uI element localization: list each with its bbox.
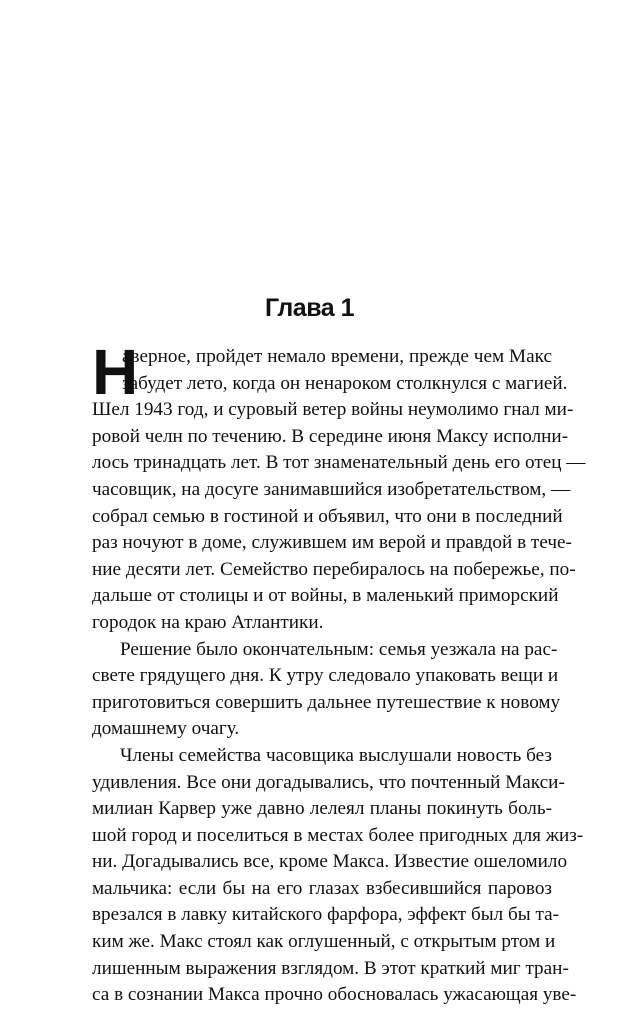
text-line: ние десяти лет. Семейство перебиралось на побережье, по- xyxy=(92,558,576,580)
text-line: ровой челн по течению. В середине июня Максу исполни- xyxy=(92,425,569,447)
text-line: шой город и поселиться в местах более пригодных для жиз- xyxy=(92,824,584,846)
text-line: аверное, пройдет немало времени, прежде чем Макс xyxy=(122,346,552,367)
text-line: лось тринадцать лет. В тот знаменательный день его отец — xyxy=(92,452,586,474)
text-line: Члены семейства часовщика выслушали новость без xyxy=(120,744,552,766)
text-line: Решение было окончательным: семья уезжала на рас- xyxy=(120,638,558,660)
text-line: Шел 1943 год, и суровый ветер войны неумолимо гнал ми- xyxy=(92,399,574,421)
text-line: свете грядущего дня. К утру следовало упаковать вещи и xyxy=(92,665,559,687)
text-line: са в сознании Макса прочно обосновалась ужасающая уве- xyxy=(92,984,577,1006)
text-line: ким же. Макс стоял как оглушенный, с открытым ртом и xyxy=(92,931,556,953)
text-line: городок на краю Атлантики. xyxy=(92,611,324,633)
text-line: приготовиться совершить дальнее путешествие к новому xyxy=(92,691,561,713)
drop-cap: Н xyxy=(92,336,139,408)
text-line: собрал семью в гостиной и объявил, что они в последний xyxy=(92,505,563,527)
text-line: мальчика: если бы на его глазах взбесившийся паровоз xyxy=(92,877,552,899)
text-line: домашнему очагу. xyxy=(92,718,240,740)
text-line: лишенным выражения взглядом. В этот краткий миг тран- xyxy=(92,957,569,979)
chapter-body xyxy=(92,336,586,1009)
text-line: милиан Карвер уже давно лелеял планы покинуть боль- xyxy=(92,798,552,820)
chapter-title: Глава 1 xyxy=(264,294,354,322)
text-line: удивления. Все они догадывались, что почтенный Макси- xyxy=(92,771,565,793)
opening-paragraph-start xyxy=(92,336,568,408)
text-line: часовщик, на досуге занимавшийся изобретательством, — xyxy=(92,478,571,500)
text-line: забудет лето, когда он ненароком столкнулся с магией. xyxy=(122,372,568,394)
text-line: ни. Догадывались все, кроме Макса. Известие ошеломило xyxy=(92,851,568,873)
text-line: дальше от столицы и от войны, в маленький приморский xyxy=(92,585,559,607)
text-line: врезался в лавку китайского фарфора, эффект был бы та- xyxy=(92,904,559,926)
text-line: раз ночуют в доме, служившем им верой и правдой в тече- xyxy=(92,532,572,554)
